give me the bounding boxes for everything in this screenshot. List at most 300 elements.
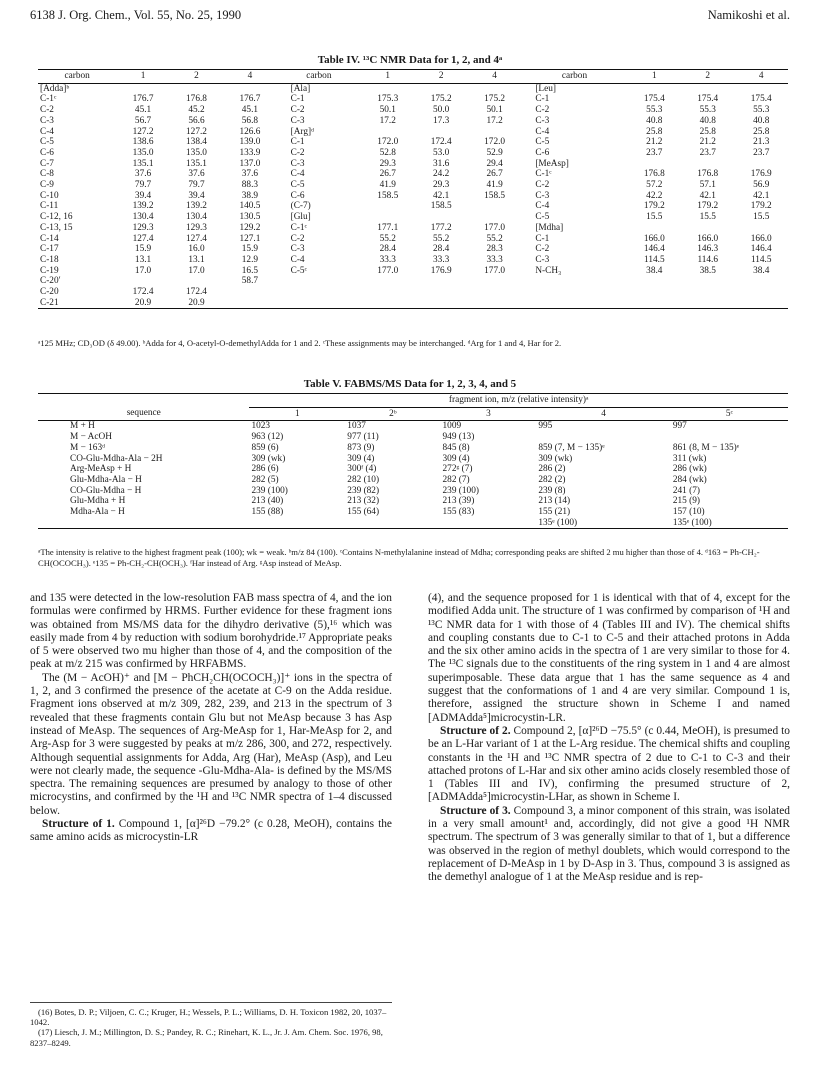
journal-citation: 6138 J. Org. Chem., Vol. 55, No. 25, 1990 xyxy=(30,8,242,22)
table-cell: 177.1 xyxy=(377,222,399,233)
table-cell: 15.9 xyxy=(241,244,259,255)
table-row xyxy=(38,443,788,454)
table-cell: 79.7 xyxy=(188,180,205,191)
table-cell xyxy=(468,298,521,309)
table-cell: C-4 xyxy=(535,126,550,137)
table-cell: 56.8 xyxy=(241,115,259,126)
table-row xyxy=(38,276,788,287)
table-cell: C-3 xyxy=(290,115,305,126)
table-cell xyxy=(681,83,734,94)
table-cell xyxy=(628,276,681,287)
table-cell: C-4 xyxy=(40,126,54,137)
table-row xyxy=(38,94,788,105)
table-row xyxy=(38,266,788,277)
table-cell: 997 xyxy=(672,421,687,432)
table-cell: 39.4 xyxy=(134,190,152,201)
table-cell: M − AcOH xyxy=(70,432,112,443)
table-cell: 177.0 xyxy=(377,265,399,276)
table-row xyxy=(38,496,788,507)
table-cell: 859 (6) xyxy=(251,442,279,453)
table-cell: 15.5 xyxy=(699,212,716,223)
table-cell: [Glu] xyxy=(290,212,311,223)
column-header: carbon xyxy=(38,70,116,84)
table-cell: C-9 xyxy=(40,180,54,191)
table-cell xyxy=(38,518,249,529)
table-cell xyxy=(681,287,734,298)
table-cell xyxy=(734,276,788,287)
table-cell: 155 (83) xyxy=(442,507,475,518)
column-header: 2ᵇ xyxy=(345,407,440,421)
table-cell: 172.0 xyxy=(377,137,399,148)
table-cell: C-13, 15 xyxy=(40,222,73,233)
table-cell: 129.2 xyxy=(239,222,261,233)
table-row xyxy=(38,191,788,202)
table-cell: 146.3 xyxy=(697,244,719,255)
table-cell: 12.9 xyxy=(241,254,259,265)
table-cell: C-2 xyxy=(535,180,550,191)
table-cell: 172.4 xyxy=(430,137,452,148)
table-cell: 213 (32) xyxy=(347,496,380,507)
table-cell: 42.1 xyxy=(753,190,770,201)
table-cell: C-17 xyxy=(40,244,59,255)
table-cell: 33.3 xyxy=(433,254,450,265)
table-cell: 172.4 xyxy=(186,287,207,298)
table-row xyxy=(38,201,788,212)
table-cell: C-2 xyxy=(535,105,550,116)
table-cell: 42.1 xyxy=(433,190,450,201)
table-cell: 40.8 xyxy=(646,115,663,126)
table-cell: 127.1 xyxy=(239,233,261,244)
table-cell: 977 (11) xyxy=(347,432,379,443)
table-cell xyxy=(628,287,681,298)
table-cell xyxy=(468,276,521,287)
table-cell: C-1ᶜ xyxy=(535,169,552,180)
table-cell: 55.2 xyxy=(486,233,503,244)
table-cell: 138.6 xyxy=(132,137,154,148)
table-cell xyxy=(223,287,276,298)
table5-title: Table V. FABMS/MS Data for 1, 2, 3, 4, and 5 xyxy=(303,378,517,390)
table-cell: 133.9 xyxy=(239,147,261,158)
table-cell: 179.2 xyxy=(697,201,719,212)
table-cell: 29.3 xyxy=(379,158,396,169)
table-row xyxy=(38,464,788,475)
table-cell: CO-Glu-Mdha − H xyxy=(70,485,142,496)
table-cell: C-5ᶜ xyxy=(290,265,307,276)
table-cell: [Ala] xyxy=(290,83,311,94)
table-cell: 286 (2) xyxy=(538,464,566,475)
table-cell: 845 (8) xyxy=(442,442,470,453)
table-cell xyxy=(277,298,361,309)
table-cell xyxy=(521,287,627,298)
paragraph xyxy=(428,805,790,885)
column-header: 1 xyxy=(116,70,169,84)
table-cell: 130.4 xyxy=(132,212,154,223)
table-cell xyxy=(468,287,521,298)
table-cell xyxy=(414,212,467,223)
table-cell: 157 (10) xyxy=(672,507,705,518)
table-cell: 282 (5) xyxy=(251,474,279,485)
table-cell: 55.2 xyxy=(433,233,450,244)
table-cell: 114.6 xyxy=(697,254,719,265)
table-row xyxy=(38,159,788,170)
table-cell: 239 (8) xyxy=(538,485,566,496)
column-header: 4 xyxy=(223,70,276,84)
table5 xyxy=(38,393,788,529)
table-cell: Glu-Mdha-Ala − H xyxy=(70,474,142,485)
table-cell: 241 (7) xyxy=(672,485,700,496)
table-cell: 175.2 xyxy=(430,94,452,105)
table-cell: C-19 xyxy=(40,265,59,276)
table-cell: 309 (4) xyxy=(347,453,375,464)
table4-grid xyxy=(38,69,788,309)
table-cell: 146.4 xyxy=(643,244,665,255)
table-cell xyxy=(361,276,414,287)
table-cell: 166.0 xyxy=(697,233,719,244)
table-cell: 135ᵉ (100) xyxy=(671,518,788,529)
table-cell: 213 (39) xyxy=(442,496,475,507)
column-header: 4 xyxy=(734,70,788,84)
paragraph-text: Compound 2, [α]²⁶D −75.5° (c 0.44, MeOH), is presumed to be an L-Har variant of 1 at the L-Arg residue. The chemical shifts and coupling constants in the ¹H and ¹³C NMR spectra of 2 due to C-1 to C-3 and their attached protons of L-Har and six other amino acids closely resembled those of 1 (Tables III and IV), confirming the presumed structure of 2, [ADMAdda⁵]microcystin-LHar, as shown in Scheme I. xyxy=(428,724,790,804)
table-cell: C-3 xyxy=(535,190,550,201)
table-cell: 55.3 xyxy=(646,105,663,116)
table-cell: 33.3 xyxy=(486,254,503,265)
table-cell: C-2 xyxy=(290,147,305,158)
table-cell: 13.1 xyxy=(188,254,205,265)
table-cell xyxy=(681,276,734,287)
table-cell: [Leu] xyxy=(535,83,556,94)
table-cell xyxy=(277,276,361,287)
table-cell: 309 (wk) xyxy=(538,453,573,464)
table-cell: 135.1 xyxy=(132,158,154,169)
paragraph: and 135 were detected in the low-resolution FAB mass spectra of 4, and the ion formulas were confirmed by HRMS. Further evidence for these fragment ions was obtained from MS/MS data for the dihydro derivative (5),¹⁶ which was easily made from 4 by reduction with sodium borohydride.¹⁷ Appropriate peaks of 5 were observed two mu higher than those of 4, and the composition of the peak at m/z 215 was confirmed by HRFABMS. xyxy=(30,592,392,671)
table-cell: 282 (2) xyxy=(538,474,566,485)
table-cell xyxy=(414,127,467,138)
table-cell xyxy=(628,159,681,170)
table-cell xyxy=(536,432,671,443)
section-heading: Structure of 3. xyxy=(440,804,511,817)
table-cell: 176.8 xyxy=(186,94,207,105)
table-cell xyxy=(441,518,537,529)
column-header: 1 xyxy=(628,70,681,84)
table-cell xyxy=(671,432,788,443)
table-cell xyxy=(361,201,414,212)
table-cell: C-1 xyxy=(535,94,550,105)
table-cell: 176.9 xyxy=(750,169,772,180)
column-header: 3 xyxy=(441,407,537,421)
table-cell: 135ᵉ (100) xyxy=(536,518,671,529)
table-cell: 158.5 xyxy=(430,201,452,212)
table-cell: 175.4 xyxy=(643,94,665,105)
table-cell: 155 (21) xyxy=(538,507,571,518)
authors: Namikoshi et al. xyxy=(707,8,790,22)
table-cell: 175.4 xyxy=(750,94,772,105)
table-cell: 57.1 xyxy=(699,180,716,191)
table-cell: 177.0 xyxy=(484,265,506,276)
table-cell: 126.6 xyxy=(239,126,261,137)
table-cell: 176.7 xyxy=(239,94,261,105)
column-header: 2 xyxy=(414,70,467,84)
table4-title: Table IV. ¹³C NMR Data for 1, 2, and 4ᵃ xyxy=(317,54,503,66)
table-cell: 45.2 xyxy=(188,105,205,116)
column-header: 1 xyxy=(361,70,414,84)
table-cell: 45.1 xyxy=(134,105,152,116)
table-cell xyxy=(361,287,414,298)
left-column xyxy=(30,592,392,845)
table-cell: CO-Glu-Mdha-Ala − 2H xyxy=(70,453,163,464)
table-cell: 31.6 xyxy=(433,158,450,169)
table-cell: 17.2 xyxy=(379,115,396,126)
table-row xyxy=(38,454,788,465)
table-cell: 41.9 xyxy=(379,180,396,191)
table-cell: 23.7 xyxy=(699,147,716,158)
table-cell: 26.7 xyxy=(486,169,503,180)
table-cell: 239 (82) xyxy=(347,485,380,496)
table-cell: 26.7 xyxy=(379,169,396,180)
table-cell: 176.7 xyxy=(132,94,154,105)
table-cell: 41.9 xyxy=(486,180,503,191)
table-cell: 286 (wk) xyxy=(672,464,707,475)
table-cell: 135.0 xyxy=(186,147,207,158)
table-cell: 176.8 xyxy=(697,169,719,180)
paragraph-text: Compound 3, a minor component of this strain, was isolated in a very small amount¹ and, accordingly, did not give a good ¹H NMR spectrum. The spectrum of 3 was generally similar to that of 1, but a difference was observed in the region of methyl doublets, which would correspond to the replacement of D-MeAsp in 1 by D-Asp in 3. Thus, compound 3 is assigned as the demethyl analogue of 1 at the MeAsp residue and is rep- xyxy=(428,804,790,884)
table-cell: 37.6 xyxy=(188,169,205,180)
table5-group-header-row xyxy=(38,394,788,408)
table-cell: 17.0 xyxy=(188,265,205,276)
table-cell: 20.9 xyxy=(116,298,169,309)
table-row xyxy=(38,169,788,180)
column-header: 1 xyxy=(249,407,345,421)
table-cell: C-5 xyxy=(535,137,550,148)
right-column xyxy=(428,592,790,885)
section-heading: Structure of 1. xyxy=(42,818,115,831)
table-cell: [MeAsp] xyxy=(535,158,569,169)
table-cell: (C-7) xyxy=(290,201,311,212)
table-cell xyxy=(345,518,440,529)
table-cell: 172.0 xyxy=(484,137,506,148)
table-cell: 17.3 xyxy=(433,115,450,126)
table-cell: 873 (9) xyxy=(347,442,375,453)
table-cell xyxy=(361,212,414,223)
table-cell xyxy=(277,287,361,298)
table-cell xyxy=(734,287,788,298)
table-cell: 23.7 xyxy=(753,147,770,158)
table-cell: 127.4 xyxy=(186,233,207,244)
table-cell: C-5 xyxy=(535,212,550,223)
table-cell: C-8 xyxy=(40,169,54,180)
paragraph: The (M − AcOH)⁺ and [M − PhCH₂CH(OCOCH₃)]⁺ ions in the spectra of 1, 2, and 3 confirmed the presence of the acetate at C-9 on the Adda residue. Fragment ions observed at m/z 309, 282, 239, and 213 in the spectrum of 3 revealed that these fragments contain Glu but not MeAsp because 3 has Asp instead of MeAsp. The sequences of Arg-MeAsp for 1, Har-MeAsp for 2, and Arg-Asp for 3 were suggested by peaks at m/z 286, 300, and 272, respectively. Although sequential assignments for Adda, Arg (Har), MeAsp (Asp), and Leu were not clearly made, the sequence -Glu-Mdha-Ala- is defined by the MS/MS spectra. The remaining sequences are presumed by analogy to those of other microcystins, and confirmed by the ¹H and ¹³C NMR spectra of 1–4 discussed below. xyxy=(30,671,392,817)
column-header: 4 xyxy=(536,407,671,421)
table-cell: [Mdha] xyxy=(535,222,564,233)
table-cell: 25.8 xyxy=(699,126,716,137)
table-cell xyxy=(521,298,627,309)
references xyxy=(30,1002,392,1048)
table-cell: 213 (40) xyxy=(251,496,284,507)
table-cell: 50.0 xyxy=(433,105,450,116)
table-cell xyxy=(361,83,414,94)
table-cell: 24.2 xyxy=(433,169,450,180)
table-cell: 300ᶠ (4) xyxy=(347,464,377,475)
table-cell: C-10 xyxy=(40,190,59,201)
table-row xyxy=(38,475,788,486)
table-cell: 963 (12) xyxy=(251,432,284,443)
table-cell: C-3 xyxy=(290,158,305,169)
group-header: fragment ion, m/z (relative intensity)ᵃ xyxy=(249,394,788,408)
table-cell: 88.3 xyxy=(241,180,259,191)
table-cell: 859 (7, M − 135)ᵉ xyxy=(538,442,605,453)
table-row xyxy=(38,83,788,94)
table-cell: 28.4 xyxy=(379,244,396,255)
table-cell: 17.2 xyxy=(486,115,503,126)
table-cell xyxy=(628,298,681,309)
table-cell xyxy=(223,298,276,309)
table-cell: 38.4 xyxy=(753,265,770,276)
table-cell: 40.8 xyxy=(753,115,770,126)
table-cell: 176.9 xyxy=(430,265,452,276)
table-cell: 23.7 xyxy=(646,147,663,158)
reference: (16) Botes, D. P.; Viljoen, C. C.; Kruger, H.; Wessels, P. L.; Williams, D. H. Toxicon 1982, 20, 1037–1042. xyxy=(30,1007,387,1028)
table-cell: C-6 xyxy=(40,147,54,158)
paragraph: (4), and the sequence proposed for 1 is identical with that of 4, except for the modified Adda unit. The structure of 1 was confirmed by comparison of ¹H and ¹³C NMR data for 1 with those of 4 (Tables III and IV). The chemical shifts and coupling constants due to C-1 to C-5 and their attached protons in Adda and the six other amino acids in the spectra of 1 are very similar to those for 4. The ¹³C signals due to the constituents of the ring system in 1 and 4 are almost superimposable. These data argue that 1 has the same sequence as 4 and suggest that the conformations of 1 and 4 are very similar. Compound 1 is, therefore, assigned the structure shown in Scheme I and named [ADMAdda⁵]microcystin-LR. xyxy=(428,592,790,724)
table-cell: 139.2 xyxy=(132,201,154,212)
table-cell: C-2 xyxy=(290,105,305,116)
table-cell: C-3 xyxy=(290,244,305,255)
table-row xyxy=(38,137,788,148)
table-cell xyxy=(521,276,627,287)
table-cell: 129.3 xyxy=(186,222,207,233)
table-cell xyxy=(170,276,223,287)
table-cell: 38.4 xyxy=(646,265,663,276)
table5-footnote: ᵃThe intensity is relative to the highest fragment peak (100); wk = weak. ᵇm/z 84 (100). ᶜContains N-methylalanine instead of Mdha; corresponding peaks are shifted 2 mu higher than those of 4. ᵈ163 = Ph-CH₂-CH(OCOCH₃). ᵉ135 = Ph-CH₂-CH(OCH₃). ᶠHar instead of Arg. ᵍAsp instead of MeAsp. xyxy=(38,547,760,568)
table-cell xyxy=(116,83,169,94)
table-cell: 286 (6) xyxy=(251,464,279,475)
reference: (17) Liesch, J. M.; Millington, D. S.; Pandey, R. C.; Rinehart, K. L., Jr. J. Am. Chem. Soc. 1976, 98, 8237–8249. xyxy=(30,1027,383,1048)
table-cell: Glu-Mdha + H xyxy=(70,496,126,507)
column-header: 4 xyxy=(468,70,521,84)
table-cell xyxy=(681,223,734,234)
table-cell: 155 (88) xyxy=(251,507,284,518)
table-cell: 166.0 xyxy=(750,233,772,244)
table-cell: 57.2 xyxy=(646,180,663,191)
table4-header-row xyxy=(38,70,788,84)
table-cell: 166.0 xyxy=(643,233,665,244)
table-cell: C-5 xyxy=(40,137,54,148)
table-cell: Arg-MeAsp + H xyxy=(70,464,132,475)
table5-grid xyxy=(38,393,788,529)
table-cell: 1037 xyxy=(347,421,366,432)
table-cell: 21.2 xyxy=(646,137,663,148)
table-row xyxy=(38,223,788,234)
table5-header-row xyxy=(38,407,788,421)
table-cell xyxy=(628,83,681,94)
table-cell: C-12, 16 xyxy=(40,212,73,223)
table-row xyxy=(38,298,788,309)
table-cell: C-1 xyxy=(290,94,305,105)
table-cell: C-7 xyxy=(40,158,54,169)
table-cell: C-11 xyxy=(40,201,59,212)
table-cell xyxy=(734,159,788,170)
table-cell: C-21 xyxy=(38,298,116,309)
table-cell: 139.0 xyxy=(239,137,261,148)
table-cell: 215 (9) xyxy=(672,496,700,507)
table-cell: C-20 xyxy=(40,287,59,298)
table-cell xyxy=(361,127,414,138)
table-cell xyxy=(414,83,467,94)
table-cell: 16.0 xyxy=(188,244,205,255)
table-cell: 146.4 xyxy=(750,244,772,255)
table-cell: 45.1 xyxy=(241,105,259,116)
table-cell: N-CH₃ xyxy=(535,265,562,276)
table-cell: 175.2 xyxy=(484,94,506,105)
table-cell xyxy=(468,127,521,138)
table-cell xyxy=(468,201,521,212)
table-cell xyxy=(734,298,788,309)
table-cell: 25.8 xyxy=(646,126,663,137)
table-cell: C-2 xyxy=(290,233,305,244)
table-cell: 309 (wk) xyxy=(251,453,286,464)
table-cell: 309 (4) xyxy=(442,453,470,464)
table-cell: C-18 xyxy=(40,254,59,265)
table-cell: M + H xyxy=(70,421,95,432)
table-cell: 40.8 xyxy=(699,115,716,126)
table-cell xyxy=(681,298,734,309)
table-cell: 29.4 xyxy=(486,158,503,169)
table-row xyxy=(38,486,788,497)
table-cell: 28.3 xyxy=(486,244,503,255)
table-cell: 176.8 xyxy=(643,169,665,180)
empty-header-cell xyxy=(38,394,249,408)
table-cell: 114.5 xyxy=(644,254,665,265)
table-cell: C-6 xyxy=(290,190,305,201)
table-row xyxy=(38,255,788,266)
table-cell: C-14 xyxy=(40,233,59,244)
table-cell: C-5 xyxy=(290,180,305,191)
table-cell: 282 (7) xyxy=(442,474,470,485)
table-cell xyxy=(681,159,734,170)
section-heading: Structure of 2. xyxy=(440,724,511,737)
table-cell: 172.4 xyxy=(132,287,154,298)
table-cell xyxy=(361,298,414,309)
table-cell: C-20′ xyxy=(40,276,61,287)
table-cell xyxy=(628,223,681,234)
table-cell: 38.9 xyxy=(241,190,259,201)
column-header: 2 xyxy=(170,70,223,84)
table-cell: 55.3 xyxy=(699,105,716,116)
table-cell: Mdha-Ala − H xyxy=(70,507,125,518)
table-cell xyxy=(734,223,788,234)
table-row xyxy=(38,287,788,298)
table-cell: 177.2 xyxy=(430,222,452,233)
table-cell: 239 (100) xyxy=(251,485,288,496)
table-cell: 56.9 xyxy=(753,180,770,191)
table-cell xyxy=(249,518,345,529)
table-cell: 42.1 xyxy=(699,190,716,201)
table-cell: 56.6 xyxy=(188,115,205,126)
table-row xyxy=(38,127,788,138)
table-cell: C-6 xyxy=(535,147,550,158)
table-cell: 37.6 xyxy=(134,169,152,180)
table-cell: 17.0 xyxy=(134,265,152,276)
table-cell: C-1ᶜ xyxy=(40,94,57,105)
table-cell: 130.5 xyxy=(239,212,261,223)
column-header: carbon xyxy=(521,70,627,84)
table-cell: C-4 xyxy=(290,254,305,265)
column-header: 5ᶜ xyxy=(671,407,788,421)
table-row xyxy=(38,421,788,432)
table-cell: 1023 xyxy=(251,421,271,432)
table-cell: C-4 xyxy=(535,201,550,212)
table-cell: 20.9 xyxy=(170,298,223,309)
table-cell: 15.5 xyxy=(646,212,663,223)
